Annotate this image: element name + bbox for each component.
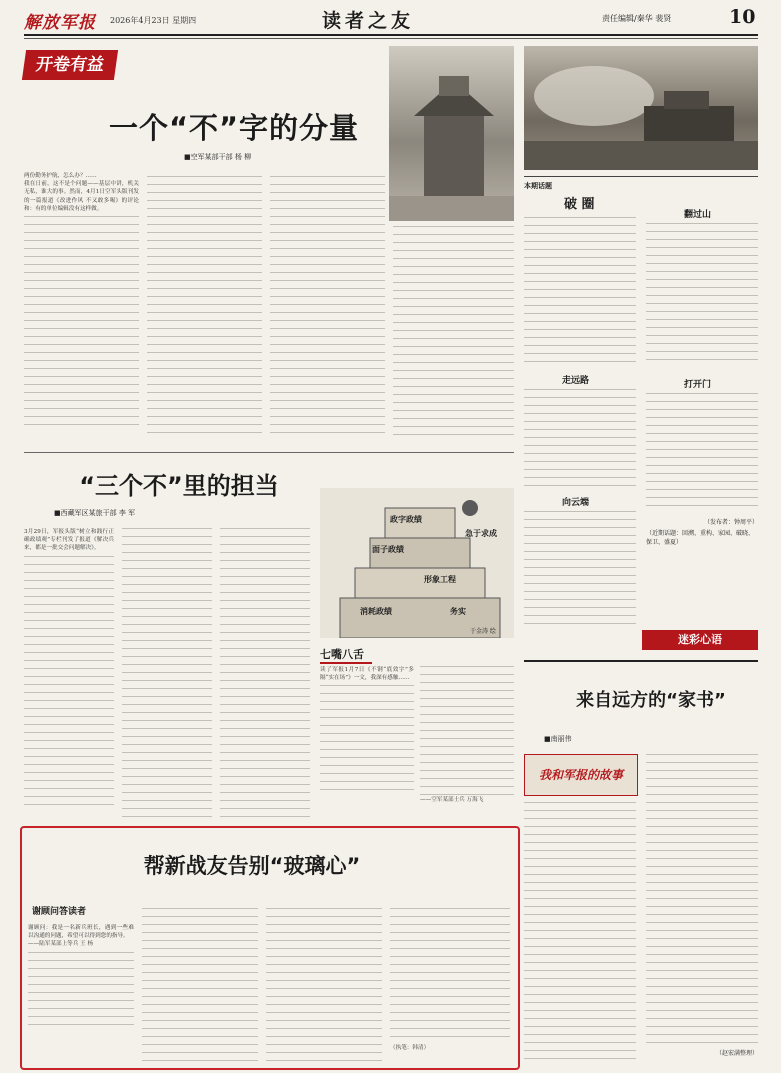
page-number: 10	[729, 6, 756, 28]
topic-text-3	[524, 511, 636, 631]
puzzle-ribbon: 迷彩心语	[642, 630, 758, 650]
feature-article-1	[24, 46, 514, 453]
topic-text-4	[646, 223, 758, 363]
headline-1: 一个“不”字的分量	[108, 111, 360, 145]
topic-note: （近期话题：回溯、重构、家园、破晓、保卫、盛夏）	[646, 530, 755, 546]
headline-4: 帮新战友告别“玻璃心”	[143, 854, 361, 878]
topic-title-1: 破 圈	[564, 197, 595, 212]
article-3	[320, 646, 514, 818]
tank-silhouette	[524, 46, 758, 170]
byline-1: ■空军某部干部 杨 柳	[184, 153, 252, 161]
article1-first-para: 两份勤务护航，怎么办？……	[24, 173, 97, 179]
feature-article-5	[524, 660, 758, 1068]
byline-4: ——陆军某部上等兵 王 杨	[28, 941, 94, 948]
pagoda-photo	[389, 46, 514, 221]
article4-closing: （执笔：韩清）	[390, 1045, 430, 1051]
article3-col2	[420, 666, 514, 816]
article2-col2	[122, 528, 212, 818]
article1-col3	[270, 176, 385, 440]
article5-closing: （赵宏满整理）	[715, 1050, 758, 1057]
editors-credit: 责任编辑/秦华 裴贤	[602, 14, 672, 23]
topic-text-5	[646, 393, 758, 513]
stair-label-3: 形象工程	[424, 574, 456, 584]
article5-col2	[646, 754, 758, 1044]
stair-label-6: 务实	[450, 606, 466, 616]
illustration-credit: 于金涛 绘	[470, 628, 496, 635]
qa-column-title: 谢顾问答读者	[32, 907, 87, 917]
column-qizui: 七嘴八舌	[320, 646, 372, 664]
topic-title-5: 打开门	[684, 380, 712, 390]
article4-col2	[142, 908, 258, 1062]
article5-col1	[524, 802, 636, 1062]
headline-2: “三个不”里的担当	[79, 472, 279, 500]
byline-5: ■南丽伟	[544, 735, 572, 743]
article1-lead: 我在日前，这不是个问题——基层中讲，机关无私，谁大的事。然而，4月1日空军头版刊发的一篇报道《改进作风 不又敢多喝》的评论和：有的单位编辑没有这样做。	[24, 181, 139, 212]
article4-col1	[28, 924, 134, 1062]
stair-label-2: 面子政绩	[372, 544, 404, 554]
masthead-logo: 解放军报	[24, 13, 96, 33]
feature-article-2	[24, 458, 514, 818]
topic-title-4: 翻过山	[684, 210, 712, 220]
issue-date: 2026年4月23日 星期四	[110, 16, 197, 25]
headline-5: 来自远方的“家书”	[576, 690, 726, 711]
text-block	[390, 908, 510, 1044]
article1-col4	[393, 226, 514, 440]
stairs-illustration	[320, 488, 514, 638]
topic-column	[524, 176, 758, 647]
article4-lead: 谢顾问：我是一名新兵班长，遇到一些难以沟通的问题，希望可以得到您的指导。	[28, 925, 134, 940]
topic-text-2	[524, 389, 636, 489]
topic-title-3: 向云端	[562, 498, 590, 508]
article1-col1	[24, 172, 139, 442]
tank-photo	[524, 46, 758, 170]
feature-article-4	[20, 826, 520, 1070]
article2-col3	[220, 528, 310, 818]
article4-col4	[390, 908, 510, 1062]
pull-banner-text: 我和军报的故事	[538, 768, 623, 782]
topic-title-2: 走远路	[562, 376, 590, 386]
header-rule-thin	[24, 38, 758, 39]
article4-col3	[266, 908, 382, 1062]
header-rule	[24, 34, 758, 36]
column-banner: 开卷有益	[22, 50, 118, 80]
section-title: 读者之友	[322, 10, 415, 32]
topic-credit: （发布者：钟周平）	[703, 519, 758, 526]
pull-banner	[524, 754, 638, 796]
text-block	[420, 666, 514, 796]
stair-label-5: 急于求成	[465, 528, 497, 538]
text-block	[24, 556, 114, 806]
article3-col1	[320, 666, 414, 816]
byline-3: ——空军某部士兵 万海飞	[420, 797, 484, 803]
byline-2: ■西藏军区某旅干部 李 军	[54, 509, 136, 517]
stair-label-4: 消耗政绩	[360, 606, 392, 616]
text-block	[24, 216, 139, 426]
article3-lead: 读了军报1月7日《不钢“底效字”多隔“实在场”》一文，我深有感触……	[320, 667, 414, 682]
article2-lead: 3月29日，军报头版“树立和践行正确政绩观”专栏刊发了报道《解决兵来，都是一批交会问题解决》。	[24, 529, 114, 552]
article2-col1	[24, 528, 114, 818]
text-block	[320, 685, 414, 795]
text-block	[28, 952, 134, 1032]
topic-text-1	[524, 217, 636, 367]
article1-col2	[147, 176, 262, 440]
pagoda-silhouette	[389, 46, 514, 221]
stairs-drawing	[320, 488, 514, 638]
topic-header: 本期话题	[524, 181, 552, 190]
stair-label-1: 政字政绩	[390, 514, 422, 524]
